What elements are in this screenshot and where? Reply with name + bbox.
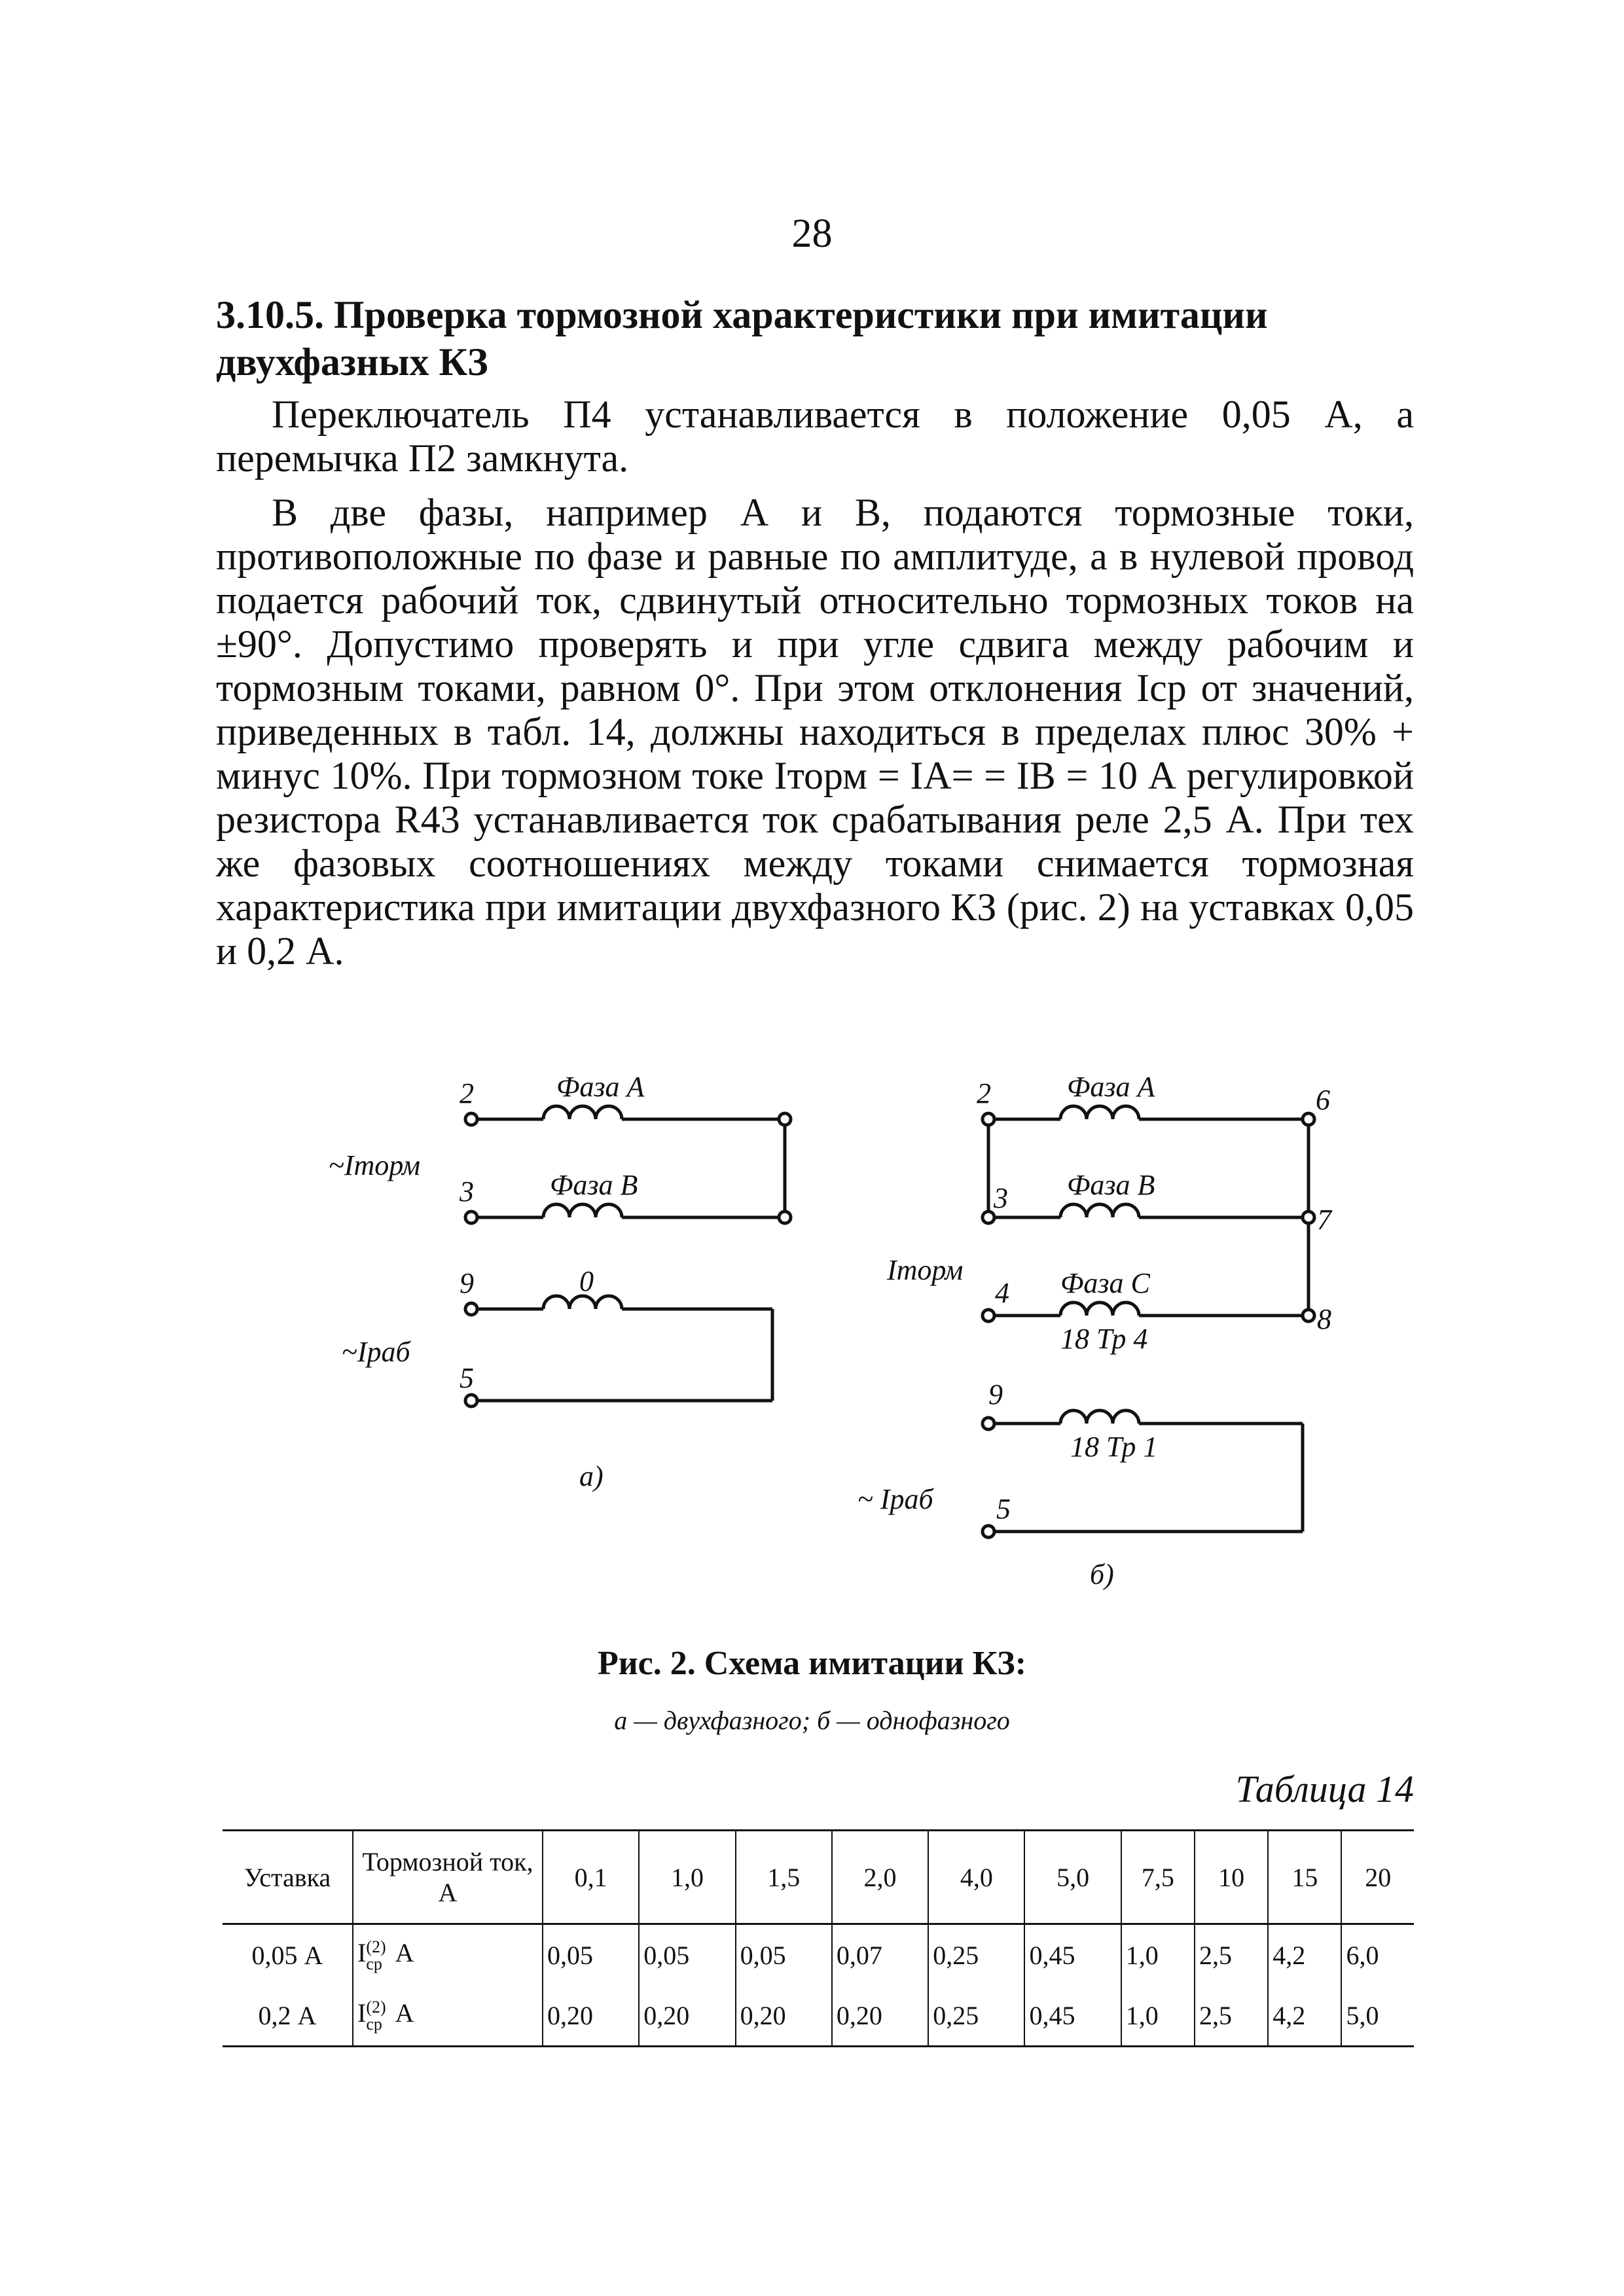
terminal-9-b <box>983 1418 994 1429</box>
coil-phase-a-b <box>1060 1106 1139 1119</box>
table-cell: 0,20 <box>736 1985 832 2047</box>
term-6-label-b: 6 <box>1316 1084 1330 1116</box>
phase-a-label-b: Фаза A <box>1067 1071 1155 1103</box>
coil-phase-b-a <box>543 1204 622 1217</box>
table-cell: 0,25 <box>928 1985 1024 2047</box>
term-2-label-a: 2 <box>460 1077 474 1109</box>
terminal-3-a <box>465 1211 477 1223</box>
row-label <box>353 1924 543 1986</box>
row-label <box>353 1985 543 2047</box>
term-7-label-b: 7 <box>1317 1204 1331 1236</box>
row-setting: 0,2 А <box>223 1985 353 2047</box>
paragraph-2-text: В две фазы, например А и В, подаются тормозные токи, противоположные по фазе и равные по амплитуде, а в нулевой провод подается рабочий ток, сдвинутый относительно тормозных токов на ±90°. Допустимо проверять и при угле сдвига между рабочим и тормозным токами, равном 0°. При этом отклонения Iср от значений, приведенных в табл. 14, должны находиться в пределах плюс 30% + минус 10%. При тормозном токе Iторм = IA= = IB = 10 А регулировкой резистора R43 устанавливается ток срабатывания реле 2,5 А. При тех же фазовых соотношениях между токами снимается тормозная характеристика при имитации двухфазного КЗ (рис. 2) на уставках 0,05 и 0,2 А. <box>216 491 1414 973</box>
terminal-9-a <box>465 1303 477 1315</box>
header-current: 10 <box>1195 1831 1268 1924</box>
diagram-b <box>857 1071 1333 1590</box>
i-rab-label-a: ~Iраб <box>342 1336 410 1368</box>
paragraph-1 <box>216 393 1414 480</box>
i-rab-label-b: ~ Iраб <box>857 1483 933 1515</box>
row-setting: 0,05 А <box>251 1940 323 1970</box>
table-cell: 0,25 <box>928 1924 1024 1986</box>
header-brake-current: Тормозной ток, А <box>353 1831 543 1924</box>
table-header-row <box>223 1831 1414 1924</box>
term-9-label-b: 9 <box>988 1378 1003 1410</box>
coil-phase-b-b <box>1060 1204 1139 1217</box>
tr4-label-b: 18 Тр 4 <box>1060 1323 1148 1355</box>
row-label-main: I <box>357 1998 367 2028</box>
phase-a-label-a: Фаза A <box>556 1071 645 1103</box>
coil-phase-c-b <box>1060 1302 1139 1316</box>
row-label-supsub: (2) ср <box>366 1997 386 2034</box>
table-cell: 5,0 <box>1341 1985 1414 2047</box>
section-heading: 3.10.5. Проверка тормозной характеристики при имитации двухфазных КЗ <box>216 293 1268 384</box>
figure-subcaption: а — двухфазного; б — однофазного <box>614 1706 1010 1735</box>
term-5-label-a: 5 <box>460 1362 474 1394</box>
terminal-5-a <box>465 1395 477 1407</box>
table-cell: 6,0 <box>1341 1924 1414 1986</box>
diagram-a <box>329 1071 791 1492</box>
terminal-2-a <box>465 1113 477 1125</box>
table-cell: 0,20 <box>832 1985 928 2047</box>
table-cell: 1,0 <box>1121 1924 1195 1986</box>
i-torm-label-a: ~Iторм <box>329 1149 421 1181</box>
terminal-7-b <box>1303 1211 1314 1223</box>
page-number: 28 <box>791 211 833 256</box>
paragraph-2 <box>216 491 1414 973</box>
table-row <box>223 1985 1414 2047</box>
term-2-label-b: 2 <box>977 1077 991 1109</box>
diagram-a-caption: а) <box>579 1460 604 1492</box>
table-cell: 0,05 <box>639 1924 735 1986</box>
table-cell: 4,2 <box>1268 1985 1341 2047</box>
neutral-label-a: 0 <box>579 1265 594 1297</box>
coil-neutral-a <box>543 1296 622 1309</box>
table-cell: 0,45 <box>1024 1924 1121 1986</box>
table-cell: 2,5 <box>1195 1924 1268 1986</box>
terminal-4-b <box>983 1310 994 1321</box>
table-cell: 1,0 <box>1121 1985 1195 2047</box>
table-cell: 0,20 <box>543 1985 639 2047</box>
term-3-label-a: 3 <box>460 1175 474 1208</box>
term-4-label-b: 4 <box>995 1277 1009 1309</box>
header-current: 20 <box>1341 1831 1414 1924</box>
terminal-2-b <box>983 1113 994 1125</box>
phase-c-label-b: Фаза C <box>1060 1267 1150 1299</box>
term-3-label-b: 3 <box>994 1182 1008 1214</box>
header-current: 5,0 <box>1024 1831 1121 1924</box>
coil-tr1-b <box>1060 1410 1139 1424</box>
figure-caption: Рис. 2. Схема имитации КЗ: <box>597 1645 1027 1682</box>
table-cell: 0,05 <box>736 1924 832 1986</box>
table-cell: 0,05 <box>543 1924 639 1986</box>
terminal-3-b <box>983 1211 994 1223</box>
table-label: Таблица 14 <box>1235 1768 1414 1810</box>
table-row <box>223 1924 1414 1986</box>
header-current: 4,0 <box>928 1831 1024 1924</box>
row-label-supsub: (2) ср <box>366 1937 386 1973</box>
table-cell: 4,2 <box>1268 1924 1341 1986</box>
header-setting: Уставка <box>223 1831 353 1924</box>
row-label-unit: А <box>388 1938 414 1968</box>
row-label-unit: А <box>388 1998 414 2028</box>
header-current: 0,1 <box>543 1831 639 1924</box>
header-current: 1,5 <box>736 1831 832 1924</box>
tr1-label-b: 18 Тр 1 <box>1070 1431 1158 1463</box>
term-5-label-b: 5 <box>996 1493 1011 1525</box>
coil-phase-a-a <box>543 1106 622 1119</box>
terminal-6-b <box>1303 1113 1314 1125</box>
terminal-8-b <box>1303 1310 1314 1321</box>
diagram-b-caption: б) <box>1090 1558 1114 1590</box>
paragraph-1-text: Переключатель П4 устанавливается в положение 0,05 А, а перемычка П2 замкнута. <box>216 393 1414 480</box>
circuit-figure <box>275 1021 1388 1597</box>
term-8-label-b: 8 <box>1317 1303 1331 1335</box>
term-9-label-a: 9 <box>460 1267 474 1299</box>
phase-b-label-a: Фаза B <box>550 1169 638 1201</box>
header-current: 15 <box>1268 1831 1341 1924</box>
table-cell: 0,07 <box>832 1924 928 1986</box>
table-cell: 0,45 <box>1024 1985 1121 2047</box>
terminal-5-b <box>983 1526 994 1537</box>
header-current: 7,5 <box>1121 1831 1195 1924</box>
data-table <box>223 1829 1414 2047</box>
phase-b-label-b: Фаза B <box>1067 1169 1155 1201</box>
header-current: 2,0 <box>832 1831 928 1924</box>
table-cell: 0,20 <box>639 1985 735 2047</box>
row-label-main: I <box>357 1938 367 1968</box>
header-current: 1,0 <box>639 1831 735 1924</box>
table-cell: 2,5 <box>1195 1985 1268 2047</box>
i-torm-label-b: Iторм <box>887 1254 964 1286</box>
